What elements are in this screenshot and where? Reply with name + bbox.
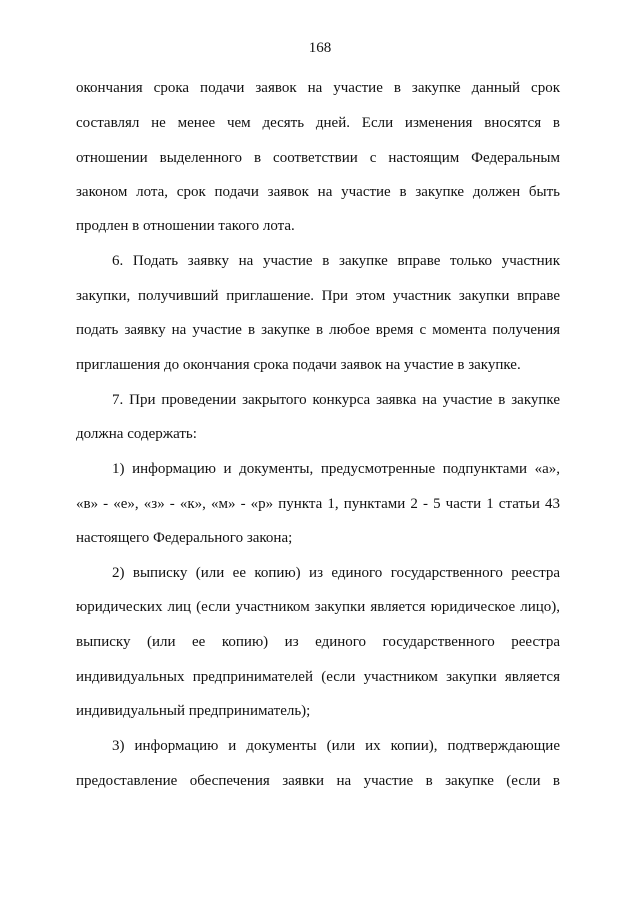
- text-line: составлял не менее чем десять дней. Если изменения вносятся в: [76, 115, 560, 131]
- text-line: индивидуальный предприниматель);: [76, 703, 311, 719]
- text-line: 6. Подать заявку на участие в закупке вправе только участник: [112, 253, 560, 269]
- text-line: 2) выписку (или ее копию) из единого государственного реестра: [112, 565, 560, 581]
- text-line: «в» - «е», «з» - «к», «м» - «р» пункта 1, пунктами 2 - 5 части 1 статьи 43: [76, 496, 560, 512]
- text-line: предоставление обеспечения заявки на участие в закупке (если в: [76, 773, 560, 789]
- text-line: индивидуальных предпринимателей (если участником закупки является: [76, 669, 560, 685]
- text-line: окончания срока подачи заявок на участие в закупке данный срок: [76, 80, 560, 96]
- text-line: 1) информацию и документы, предусмотренные подпунктами «а»,: [112, 461, 560, 477]
- text-line: продлен в отношении такого лота.: [76, 218, 295, 234]
- text-line: настоящего Федерального закона;: [76, 530, 293, 546]
- text-line: 3) информацию и документы (или их копии), подтверждающие: [112, 738, 560, 754]
- text-line: законом лота, срок подачи заявок на участие в закупке должен быть: [76, 184, 560, 200]
- text-line: отношении выделенного в соответствии с настоящим Федеральным: [76, 150, 560, 166]
- text-line: закупки, получивший приглашение. При этом участник закупки вправе: [76, 288, 560, 304]
- text-line: должна содержать:: [76, 426, 197, 442]
- text-line: выписку (или ее копию) из единого государственного реестра: [76, 634, 560, 650]
- text-line: приглашения до окончания срока подачи заявок на участие в закупке.: [76, 357, 521, 373]
- text-line: подать заявку на участие в закупке в любое время с момента получения: [76, 322, 560, 338]
- text-line: юридических лиц (если участником закупки является юридическое лицо),: [76, 599, 560, 615]
- page-number: 168: [308, 40, 332, 56]
- text-line: 7. При проведении закрытого конкурса заявка на участие в закупке: [112, 392, 560, 408]
